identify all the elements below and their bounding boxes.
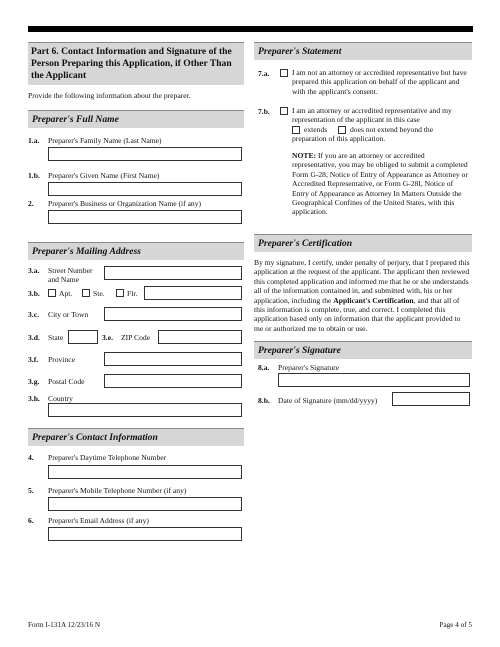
state-select[interactable] xyxy=(68,330,98,344)
certification-body-1: By my signature, I certify, under penalty of perjury, that I prepared this application at the request of the applicant. The applicant then reviewed this completed application and informed me that he or she understands all of the information contained in, and submitted with, his or her application, including the xyxy=(254,258,470,305)
given-name-label: Preparer's Given Name (First Name) xyxy=(48,171,160,181)
form-number: Form I-131A 12/23/16 N xyxy=(28,621,101,629)
postal-label: Postal Code xyxy=(48,377,85,387)
email-label: Preparer's Email Address (if any) xyxy=(48,516,149,526)
apt-label: Apt. xyxy=(59,289,73,299)
item-number: 1.b. xyxy=(28,171,40,181)
item-number: 5. xyxy=(28,486,34,496)
zip-field[interactable] xyxy=(158,330,242,344)
attorney-checkbox[interactable] xyxy=(280,107,288,115)
item-number: 3.a. xyxy=(28,266,40,276)
signature-field[interactable] xyxy=(278,373,470,387)
item-number: 3.d. xyxy=(28,333,40,343)
date-field[interactable] xyxy=(392,392,470,406)
section-contact-info: Preparer's Contact Information xyxy=(28,428,244,446)
section-signature: Preparer's Signature xyxy=(254,341,472,359)
address-fields xyxy=(28,260,244,403)
section-statement: Preparer's Statement xyxy=(254,42,472,60)
extends-checkbox[interactable] xyxy=(292,126,300,134)
street-label: Street Number and Name xyxy=(48,266,93,285)
left-column xyxy=(28,42,244,556)
family-name-label: Preparer's Family Name (Last Name) xyxy=(48,136,162,146)
page-number: Page 4 of 5 xyxy=(439,621,472,629)
apt-checkbox[interactable] xyxy=(48,289,56,297)
extends-label: extends xyxy=(304,125,328,134)
contact-fields xyxy=(28,446,244,556)
business-name-label: Preparer's Business or Organization Name (if any) xyxy=(48,199,202,209)
intro-text: Provide the following information about the preparer. xyxy=(28,91,191,100)
item-number: 6. xyxy=(28,516,34,526)
certification-body-2: , and that all of this information is complete, true, and correct. I completed this application based only on information that the applicant provided to me or authorized me to obtain or use. xyxy=(254,295,461,333)
country-label: Country xyxy=(48,394,73,404)
date-label: Date of Signature (mm/dd/yyyy) xyxy=(278,396,378,406)
not-attorney-text: I am not an attorney or accredited representative but have prepared this application on behalf of the applicant and with the applicant's consent. xyxy=(292,68,467,96)
attorney-text: I am an attorney or accredited representative and my representation of the applicant in this case xyxy=(292,106,452,125)
attorney-text-tail: preparation of this application. xyxy=(292,134,386,143)
daytime-phone-label: Preparer's Daytime Telephone Number xyxy=(48,453,167,463)
postal-field[interactable] xyxy=(104,374,242,388)
province-field[interactable] xyxy=(104,352,242,366)
note-text xyxy=(292,151,470,217)
family-name-field[interactable] xyxy=(48,147,242,161)
signature-fields xyxy=(254,359,472,419)
province-label: Province xyxy=(48,355,75,365)
note-label: NOTE: xyxy=(292,151,317,160)
not-extends-checkbox[interactable] xyxy=(338,126,346,134)
daytime-phone-field[interactable] xyxy=(48,465,242,479)
unit-number-field[interactable] xyxy=(144,286,242,300)
ste-checkbox[interactable] xyxy=(82,289,90,297)
item-number: 3.h. xyxy=(28,394,40,404)
part-title: Part 6. Contact Information and Signature of the Person Preparing this Application, if Other Than the Applicant xyxy=(28,42,244,85)
item-number: 8.a. xyxy=(258,363,270,373)
street-field[interactable] xyxy=(104,266,242,280)
city-label: City or Town xyxy=(48,310,89,320)
item-number: 3.f. xyxy=(28,355,39,365)
zip-label: ZIP Code xyxy=(121,333,151,343)
item-number: 2. xyxy=(28,199,34,209)
item-number: 1.a. xyxy=(28,136,40,146)
note-body: If you are an attorney or accredited representative, you may be obliged to submit a completed Form G-28, Notice of Entry of Appearance as Attorney or Accredited Representative, or Form G-28I, Notice of Entry of Appearance as Attorney In Matters Outside the Geographical Confines of the United States, with this application. xyxy=(292,151,468,217)
mobile-phone-label: Preparer's Mobile Telephone Number (if any) xyxy=(48,486,187,496)
given-name-field[interactable] xyxy=(48,182,242,196)
email-field[interactable] xyxy=(48,527,242,541)
item-number: 4. xyxy=(28,453,34,463)
item-number: 7.a. xyxy=(258,69,270,78)
country-field[interactable] xyxy=(48,403,242,417)
top-rule xyxy=(28,26,473,32)
state-label: State xyxy=(48,333,64,343)
flr-label: Flr. xyxy=(127,289,138,299)
section-mailing-address: Preparer's Mailing Address xyxy=(28,242,244,260)
ste-label: Ste. xyxy=(93,289,105,299)
certification-bold: Applicant's Certification xyxy=(333,295,414,305)
certification-text xyxy=(254,258,470,333)
not-extends-label: does not extend beyond the xyxy=(350,125,434,134)
full-name-fields xyxy=(28,128,244,228)
mobile-phone-field[interactable] xyxy=(48,497,242,511)
item-number: 3.b. xyxy=(28,289,40,299)
city-field[interactable] xyxy=(104,307,242,321)
not-attorney-checkbox[interactable] xyxy=(280,69,288,77)
flr-checkbox[interactable] xyxy=(116,289,124,297)
section-full-name: Preparer's Full Name xyxy=(28,110,244,128)
statement-block xyxy=(254,60,472,232)
item-number: 7.b. xyxy=(258,107,270,116)
signature-label: Preparer's Signature xyxy=(278,363,340,373)
item-number: 3.c. xyxy=(28,310,39,320)
section-certification: Preparer's Certification xyxy=(254,234,472,252)
right-column xyxy=(254,42,472,419)
business-name-field[interactable] xyxy=(48,210,242,224)
item-number: 3.g. xyxy=(28,377,40,387)
item-number: 3.e. xyxy=(102,333,113,343)
item-number: 8.b. xyxy=(258,396,270,406)
